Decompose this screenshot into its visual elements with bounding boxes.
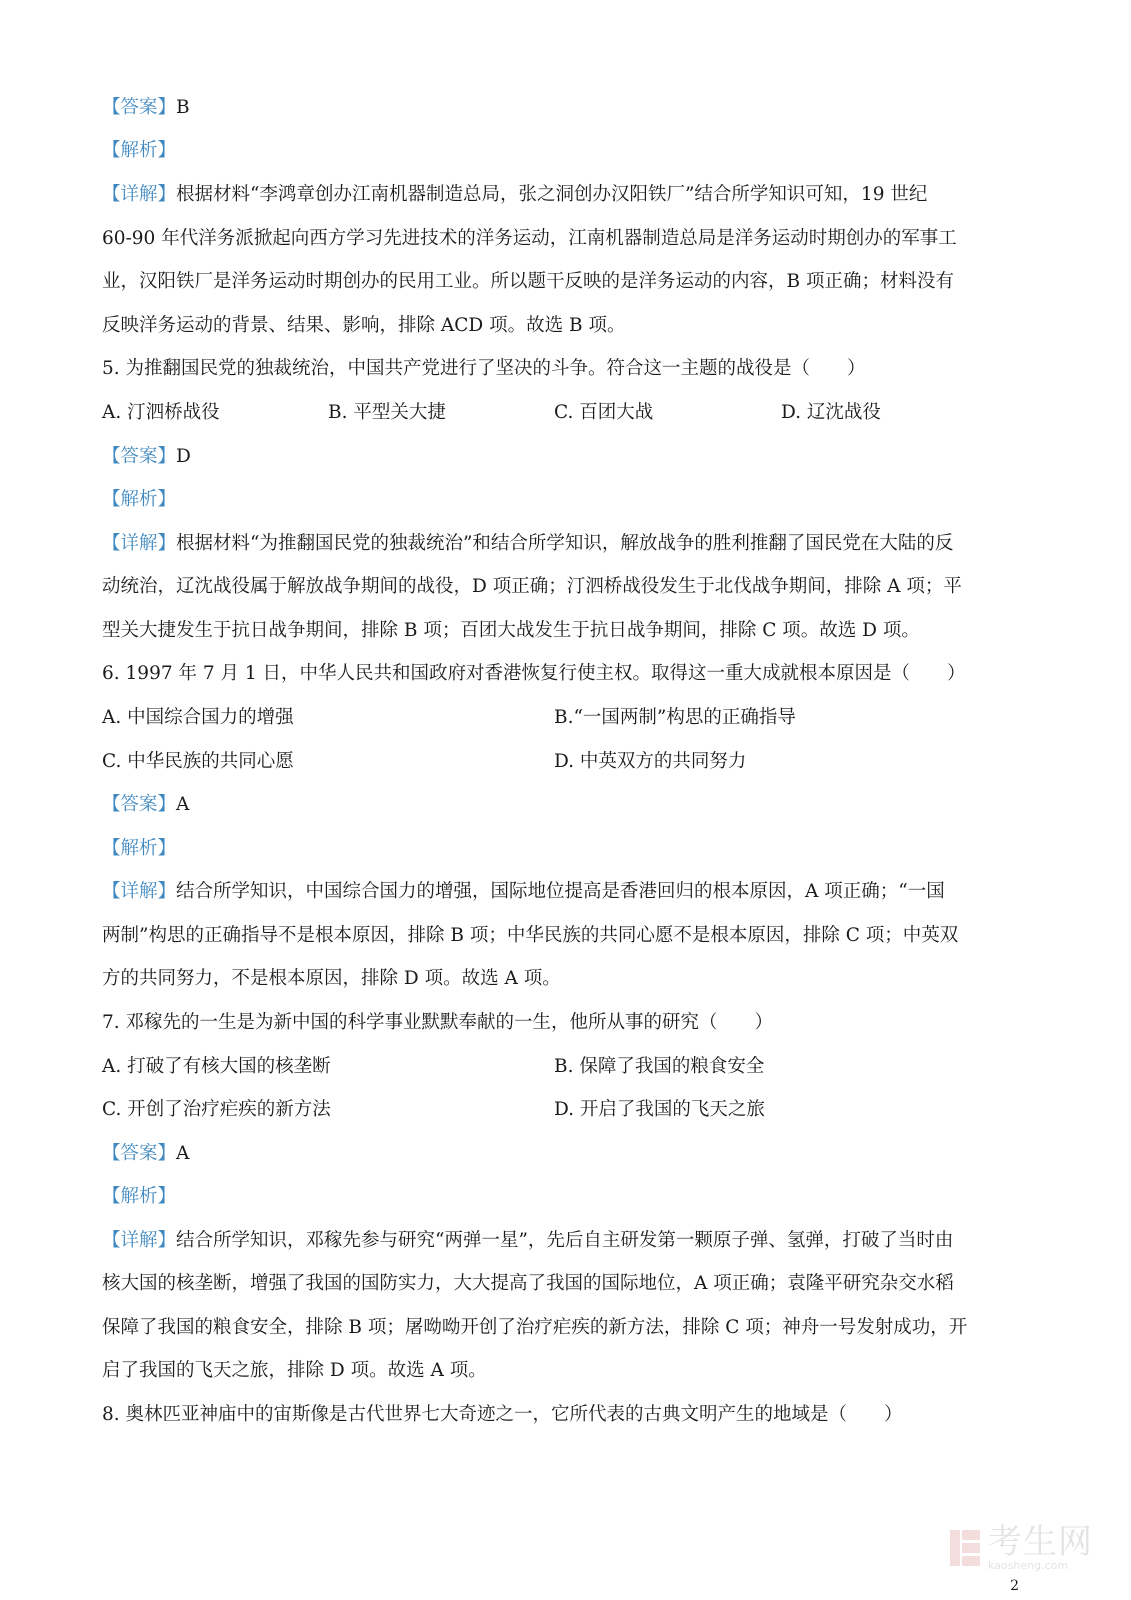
q6-detail-line-3: 方的共同努力，不是根本原因，排除 D 项。故选 A 项。 <box>102 968 561 989</box>
q4-detail-line-2: 60-90 年代洋务派掀起向西方学习先进技术的洋务运动，江南机器制造总局是洋务运动时期创办的军事工 <box>102 228 957 249</box>
q6-answer: 【答案】A <box>102 794 190 815</box>
q5-detail-line-1: 【详解】根据材料“为推翻国民党的独裁统治”和结合所学知识，解放战争的胜利推翻了国民党在大陆的反 <box>102 533 954 554</box>
q5-option-b: B. 平型关大捷 <box>328 402 446 423</box>
q7-option-c: C. 开创了治疗疟疾的新方法 <box>102 1099 331 1120</box>
q6-stem: 6. 1997 年 7 月 1 日，中华人民共和国政府对香港恢复行使主权。取得这一重大成就根本原因是（ ） <box>102 663 966 684</box>
q7-detail-line-1: 【详解】结合所学知识，邓稼先参与研究“两弹一星”，先后自主研发第一颗原子弹、氢弹，打破了当时由 <box>102 1230 954 1251</box>
q5-option-a: A. 汀泗桥战役 <box>102 402 220 423</box>
watermark <box>948 1518 1108 1578</box>
q6-option-c: C. 中华民族的共同心愿 <box>102 751 294 772</box>
q5-option-c: C. 百团大战 <box>554 402 654 423</box>
q6-option-a: A. 中国综合国力的增强 <box>102 707 294 728</box>
q5-answer: 【答案】D <box>102 446 191 467</box>
q7-detail-line-2: 核大国的核垄断，增强了我国的国防实力，大大提高了我国的国际地位，A 项正确；袁隆平研究杂交水稻 <box>102 1273 954 1294</box>
q6-detail-line-1: 【详解】结合所学知识，中国综合国力的增强，国际地位提高是香港回归的根本原因，A 项正确；“一国 <box>102 881 945 902</box>
q7-detail-line-3: 保障了我国的粮食安全，排除 B 项；屠呦呦开创了治疗疟疾的新方法，排除 C 项；神舟一号发射成功，开 <box>102 1317 968 1338</box>
q4-detail-line-3: 业，汉阳铁厂是洋务运动时期创办的民用工业。所以题干反映的是洋务运动的内容，B 项正确；材料没有 <box>102 271 954 292</box>
q6-option-d: D. 中英双方的共同努力 <box>554 751 747 772</box>
q5-detail-line-3: 型关大捷发生于抗日战争期间，排除 B 项；百团大战发生于抗日战争期间，排除 C 项。故选 D 项。 <box>102 620 920 641</box>
kaosheng-logo-icon <box>948 1528 982 1568</box>
q7-detail-line-4: 启了我国的飞天之旅，排除 D 项。故选 A 项。 <box>102 1360 487 1381</box>
q7-stem: 7. 邓稼先的一生是为新中国的科学事业默默奉献的一生，他所从事的研究（ ） <box>102 1012 774 1033</box>
q6-option-b: B.“一国两制”构思的正确指导 <box>554 707 796 728</box>
q5-detail-line-2: 动统治，辽沈战役属于解放战争期间的战役，D 项正确；汀泗桥战役发生于北伐战争期间，排除 A 项；平 <box>102 576 962 597</box>
q6-analysis-label: 【解析】 <box>102 838 177 859</box>
q5-analysis-label: 【解析】 <box>102 489 177 510</box>
q6-detail-line-2: 两制”构思的正确指导不是根本原因，排除 B 项；中华民族的共同心愿不是根本原因，排除 C 项；中英双 <box>102 925 959 946</box>
q7-option-a: A. 打破了有核大国的核垄断 <box>102 1056 331 1077</box>
watermark-text: 考生网 kaosheng.com <box>988 1522 1093 1572</box>
q4-detail-line-1: 【详解】根据材料“李鸿章创办江南机器制造总局，张之洞创办汉阳铁厂”结合所学知识可知，19 世纪 <box>102 184 928 205</box>
q7-option-b: B. 保障了我国的粮食安全 <box>554 1056 765 1077</box>
q7-analysis-label: 【解析】 <box>102 1186 177 1207</box>
q4-answer: 【答案】B <box>102 97 190 118</box>
q7-option-d: D. 开启了我国的飞天之旅 <box>554 1099 765 1120</box>
q4-detail-line-4: 反映洋务运动的背景、结果、影响，排除 ACD 项。故选 B 项。 <box>102 315 626 336</box>
page-number: 2 <box>1010 1578 1019 1594</box>
q8-stem: 8. 奥林匹亚神庙中的宙斯像是古代世界七大奇迹之一，它所代表的古典文明产生的地域是（ ） <box>102 1404 903 1425</box>
q7-answer: 【答案】A <box>102 1143 190 1164</box>
q4-analysis-label: 【解析】 <box>102 140 177 161</box>
q5-stem: 5. 为推翻国民党的独裁统治，中国共产党进行了坚决的斗争。符合这一主题的战役是（ ） <box>102 358 866 379</box>
q5-option-d: D. 辽沈战役 <box>781 402 881 423</box>
